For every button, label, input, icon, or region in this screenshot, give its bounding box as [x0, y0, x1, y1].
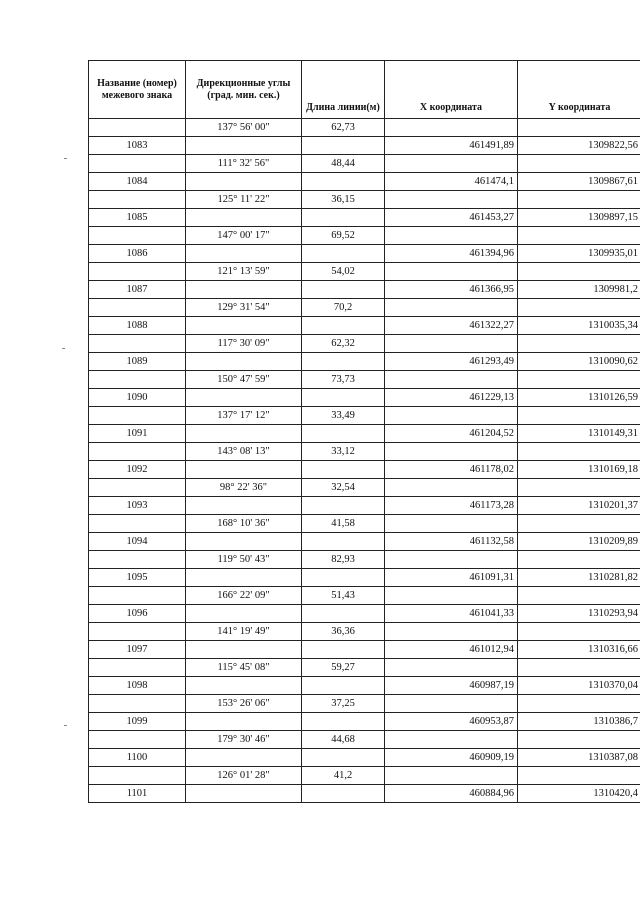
direction-angle-cell: 179° 30' 46" — [186, 731, 302, 749]
line-length-cell: 32,54 — [302, 479, 385, 497]
direction-angle-cell — [186, 461, 302, 479]
table-row — [89, 443, 640, 461]
table-row — [89, 371, 640, 389]
table-row — [89, 263, 640, 281]
line-length-cell — [302, 353, 385, 371]
marker-name-cell: 1088 — [89, 317, 186, 335]
table-row — [89, 605, 640, 623]
direction-angle-cell: 115° 45' 08" — [186, 659, 302, 677]
direction-angle-cell — [186, 173, 302, 191]
marker-name-cell: 1090 — [89, 389, 186, 407]
x-coordinate-cell — [385, 479, 518, 497]
x-coordinate-cell: 461491,89 — [385, 137, 518, 155]
table-row — [89, 659, 640, 677]
marker-name-cell — [89, 191, 186, 209]
x-coordinate-cell — [385, 227, 518, 245]
y-coordinate-cell: 1310169,18 — [518, 461, 640, 479]
x-coordinate-cell: 460953,87 — [385, 713, 518, 731]
marker-name-cell — [89, 623, 186, 641]
direction-angle-cell: 121° 13' 59" — [186, 263, 302, 281]
marker-name-cell: 1096 — [89, 605, 186, 623]
direction-angle-cell: 137° 56' 00" — [186, 119, 302, 137]
table-row — [89, 713, 640, 731]
y-coordinate-cell: 1310126,59 — [518, 389, 640, 407]
y-coordinate-cell — [518, 587, 640, 605]
table-row — [89, 425, 640, 443]
direction-angle-cell — [186, 497, 302, 515]
y-coordinate-cell — [518, 767, 640, 785]
direction-angle-cell: 125° 11' 22" — [186, 191, 302, 209]
y-coordinate-cell: 1309981,2 — [518, 281, 640, 299]
x-coordinate-cell — [385, 731, 518, 749]
line-length-cell — [302, 497, 385, 515]
line-length-cell — [302, 389, 385, 407]
x-coordinate-cell: 461322,27 — [385, 317, 518, 335]
direction-angle-cell — [186, 353, 302, 371]
y-coordinate-cell: 1310293,94 — [518, 605, 640, 623]
x-coordinate-cell: 461394,96 — [385, 245, 518, 263]
y-coordinate-cell: 1310201,37 — [518, 497, 640, 515]
y-coordinate-cell: 1309897,15 — [518, 209, 640, 227]
line-length-cell: 62,73 — [302, 119, 385, 137]
table-row — [89, 227, 640, 245]
x-coordinate-cell: 461366,95 — [385, 281, 518, 299]
y-coordinate-cell — [518, 695, 640, 713]
direction-angle-cell — [186, 317, 302, 335]
x-coordinate-cell: 461173,28 — [385, 497, 518, 515]
x-coordinate-cell — [385, 407, 518, 425]
y-coordinate-cell: 1310420,4 — [518, 785, 640, 803]
line-length-cell: 51,43 — [302, 587, 385, 605]
line-length-cell — [302, 461, 385, 479]
y-coordinate-cell: 1310387,08 — [518, 749, 640, 767]
marker-name-cell: 1100 — [89, 749, 186, 767]
y-coordinate-cell: 1310316,66 — [518, 641, 640, 659]
x-coordinate-cell: 461091,31 — [385, 569, 518, 587]
direction-angle-cell — [186, 389, 302, 407]
x-coordinate-cell — [385, 659, 518, 677]
table-row — [89, 695, 640, 713]
x-coordinate-cell — [385, 551, 518, 569]
line-length-cell — [302, 317, 385, 335]
marker-name-cell — [89, 659, 186, 677]
x-coordinate-cell — [385, 371, 518, 389]
marker-name-cell: 1094 — [89, 533, 186, 551]
y-coordinate-cell — [518, 227, 640, 245]
line-length-cell: 59,27 — [302, 659, 385, 677]
table-row — [89, 209, 640, 227]
line-length-cell — [302, 245, 385, 263]
x-coordinate-cell — [385, 191, 518, 209]
boundary-coordinates-table — [88, 60, 640, 803]
table-row — [89, 461, 640, 479]
line-length-cell: 62,32 — [302, 335, 385, 353]
table-row — [89, 389, 640, 407]
line-length-cell: 41,58 — [302, 515, 385, 533]
marker-name-cell: 1091 — [89, 425, 186, 443]
direction-angle-cell: 150° 47' 59" — [186, 371, 302, 389]
y-coordinate-cell — [518, 119, 640, 137]
table-row — [89, 515, 640, 533]
table-row — [89, 407, 640, 425]
header-direction-angle: Дирекционные углы (град. мин. сек.) — [186, 61, 302, 119]
direction-angle-cell: 166° 22' 09" — [186, 587, 302, 605]
marker-name-cell — [89, 299, 186, 317]
x-coordinate-cell: 460987,19 — [385, 677, 518, 695]
marker-name-cell — [89, 695, 186, 713]
y-coordinate-cell — [518, 263, 640, 281]
table-row — [89, 677, 640, 695]
y-coordinate-cell: 1309935,01 — [518, 245, 640, 263]
table-row — [89, 623, 640, 641]
direction-angle-cell: 119° 50' 43" — [186, 551, 302, 569]
x-coordinate-cell — [385, 119, 518, 137]
y-coordinate-cell: 1310035,34 — [518, 317, 640, 335]
table-row — [89, 191, 640, 209]
x-coordinate-cell — [385, 515, 518, 533]
y-coordinate-cell — [518, 407, 640, 425]
direction-angle-cell — [186, 425, 302, 443]
marker-name-cell — [89, 443, 186, 461]
line-length-cell — [302, 677, 385, 695]
line-length-cell — [302, 749, 385, 767]
marker-name-cell — [89, 371, 186, 389]
line-length-cell: 36,15 — [302, 191, 385, 209]
x-coordinate-cell — [385, 587, 518, 605]
x-coordinate-cell — [385, 335, 518, 353]
line-length-cell: 82,93 — [302, 551, 385, 569]
scan-speck — [62, 348, 65, 349]
y-coordinate-cell: 1310209,89 — [518, 533, 640, 551]
marker-name-cell: 1098 — [89, 677, 186, 695]
x-coordinate-cell — [385, 767, 518, 785]
x-coordinate-cell: 461453,27 — [385, 209, 518, 227]
table-row — [89, 335, 640, 353]
y-coordinate-cell: 1310386,7 — [518, 713, 640, 731]
y-coordinate-cell — [518, 299, 640, 317]
y-coordinate-cell — [518, 515, 640, 533]
table-row — [89, 281, 640, 299]
table-row — [89, 749, 640, 767]
x-coordinate-cell: 461204,52 — [385, 425, 518, 443]
table-row — [89, 137, 640, 155]
y-coordinate-cell: 1309867,61 — [518, 173, 640, 191]
y-coordinate-cell: 1310370,04 — [518, 677, 640, 695]
line-length-cell: 70,2 — [302, 299, 385, 317]
line-length-cell — [302, 569, 385, 587]
y-coordinate-cell — [518, 479, 640, 497]
x-coordinate-cell: 461474,1 — [385, 173, 518, 191]
direction-angle-cell: 141° 19' 49" — [186, 623, 302, 641]
direction-angle-cell — [186, 605, 302, 623]
y-coordinate-cell — [518, 155, 640, 173]
marker-name-cell: 1083 — [89, 137, 186, 155]
direction-angle-cell: 117° 30' 09" — [186, 335, 302, 353]
y-coordinate-cell: 1310281,82 — [518, 569, 640, 587]
marker-name-cell: 1099 — [89, 713, 186, 731]
marker-name-cell: 1101 — [89, 785, 186, 803]
marker-name-cell — [89, 335, 186, 353]
direction-angle-cell — [186, 713, 302, 731]
line-length-cell: 48,44 — [302, 155, 385, 173]
marker-name-cell — [89, 407, 186, 425]
y-coordinate-cell: 1310149,31 — [518, 425, 640, 443]
x-coordinate-cell: 461178,02 — [385, 461, 518, 479]
x-coordinate-cell: 461012,94 — [385, 641, 518, 659]
marker-name-cell: 1085 — [89, 209, 186, 227]
marker-name-cell — [89, 767, 186, 785]
y-coordinate-cell: 1310090,62 — [518, 353, 640, 371]
line-length-cell — [302, 641, 385, 659]
line-length-cell — [302, 281, 385, 299]
table-row — [89, 245, 640, 263]
x-coordinate-cell — [385, 623, 518, 641]
table-row — [89, 785, 640, 803]
y-coordinate-cell — [518, 623, 640, 641]
line-length-cell — [302, 425, 385, 443]
line-length-cell — [302, 533, 385, 551]
table-row — [89, 497, 640, 515]
x-coordinate-cell: 461293,49 — [385, 353, 518, 371]
direction-angle-cell: 129° 31' 54" — [186, 299, 302, 317]
line-length-cell: 37,25 — [302, 695, 385, 713]
x-coordinate-cell — [385, 299, 518, 317]
table-header-row — [89, 61, 640, 119]
direction-angle-cell — [186, 533, 302, 551]
direction-angle-cell: 137° 17' 12" — [186, 407, 302, 425]
line-length-cell — [302, 173, 385, 191]
scan-speck — [64, 725, 67, 726]
x-coordinate-cell: 460884,96 — [385, 785, 518, 803]
marker-name-cell — [89, 515, 186, 533]
direction-angle-cell: 111° 32' 56" — [186, 155, 302, 173]
direction-angle-cell — [186, 281, 302, 299]
y-coordinate-cell — [518, 731, 640, 749]
line-length-cell — [302, 605, 385, 623]
marker-name-cell — [89, 263, 186, 281]
marker-name-cell: 1093 — [89, 497, 186, 515]
marker-name-cell: 1097 — [89, 641, 186, 659]
marker-name-cell: 1092 — [89, 461, 186, 479]
table-row — [89, 641, 640, 659]
table-row — [89, 731, 640, 749]
direction-angle-cell: 98° 22' 36" — [186, 479, 302, 497]
line-length-cell: 41,2 — [302, 767, 385, 785]
table-row — [89, 299, 640, 317]
table-row — [89, 569, 640, 587]
marker-name-cell — [89, 155, 186, 173]
table-row — [89, 173, 640, 191]
marker-name-cell: 1087 — [89, 281, 186, 299]
header-y-coordinate: Y координата — [518, 61, 640, 119]
x-coordinate-cell: 461229,13 — [385, 389, 518, 407]
direction-angle-cell — [186, 209, 302, 227]
line-length-cell — [302, 209, 385, 227]
marker-name-cell — [89, 227, 186, 245]
marker-name-cell — [89, 119, 186, 137]
y-coordinate-cell — [518, 659, 640, 677]
direction-angle-cell: 143° 08' 13" — [186, 443, 302, 461]
table-row — [89, 551, 640, 569]
line-length-cell: 44,68 — [302, 731, 385, 749]
line-length-cell: 36,36 — [302, 623, 385, 641]
direction-angle-cell — [186, 569, 302, 587]
direction-angle-cell: 168° 10' 36" — [186, 515, 302, 533]
line-length-cell — [302, 713, 385, 731]
y-coordinate-cell — [518, 443, 640, 461]
marker-name-cell: 1095 — [89, 569, 186, 587]
y-coordinate-cell: 1309822,56 — [518, 137, 640, 155]
marker-name-cell — [89, 551, 186, 569]
direction-angle-cell — [186, 137, 302, 155]
line-length-cell: 69,52 — [302, 227, 385, 245]
marker-name-cell — [89, 587, 186, 605]
direction-angle-cell: 153° 26' 06" — [186, 695, 302, 713]
marker-name-cell: 1086 — [89, 245, 186, 263]
marker-name-cell: 1089 — [89, 353, 186, 371]
header-x-coordinate: X координата — [385, 61, 518, 119]
line-length-cell: 54,02 — [302, 263, 385, 281]
table-row — [89, 587, 640, 605]
x-coordinate-cell: 461132,58 — [385, 533, 518, 551]
y-coordinate-cell — [518, 551, 640, 569]
x-coordinate-cell — [385, 443, 518, 461]
table-row — [89, 353, 640, 371]
header-marker-name: Название (номер) межевого знака — [89, 61, 186, 119]
table-row — [89, 767, 640, 785]
direction-angle-cell — [186, 641, 302, 659]
x-coordinate-cell — [385, 263, 518, 281]
direction-angle-cell — [186, 785, 302, 803]
table-row — [89, 479, 640, 497]
direction-angle-cell: 147° 00' 17" — [186, 227, 302, 245]
marker-name-cell: 1084 — [89, 173, 186, 191]
y-coordinate-cell — [518, 191, 640, 209]
line-length-cell: 33,12 — [302, 443, 385, 461]
table-row — [89, 119, 640, 137]
header-line-length: Длина линии(м) — [302, 61, 385, 119]
line-length-cell — [302, 137, 385, 155]
marker-name-cell — [89, 731, 186, 749]
line-length-cell — [302, 785, 385, 803]
x-coordinate-cell: 460909,19 — [385, 749, 518, 767]
table-row — [89, 155, 640, 173]
table-row — [89, 317, 640, 335]
x-coordinate-cell: 461041,33 — [385, 605, 518, 623]
direction-angle-cell — [186, 677, 302, 695]
y-coordinate-cell — [518, 371, 640, 389]
direction-angle-cell — [186, 749, 302, 767]
table-row — [89, 533, 640, 551]
y-coordinate-cell — [518, 335, 640, 353]
scan-speck — [64, 158, 67, 159]
direction-angle-cell: 126° 01' 28" — [186, 767, 302, 785]
line-length-cell: 73,73 — [302, 371, 385, 389]
x-coordinate-cell — [385, 155, 518, 173]
line-length-cell: 33,49 — [302, 407, 385, 425]
marker-name-cell — [89, 479, 186, 497]
direction-angle-cell — [186, 245, 302, 263]
x-coordinate-cell — [385, 695, 518, 713]
